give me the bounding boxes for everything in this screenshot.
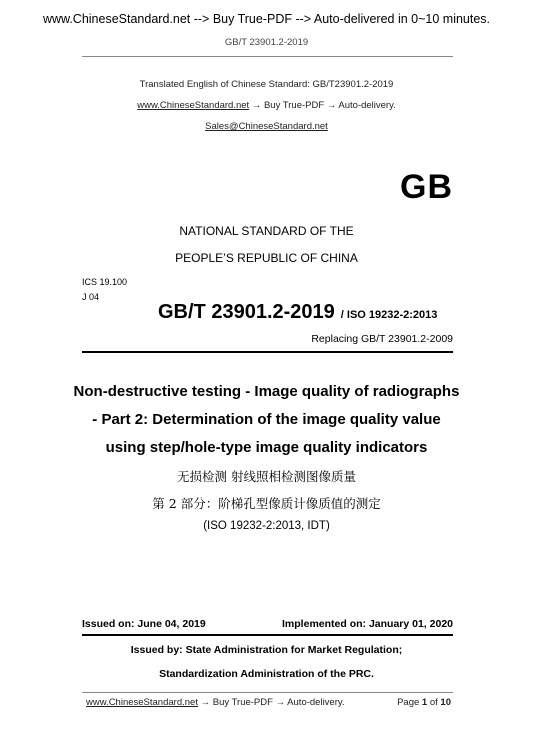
top-banner: www.ChineseStandard.net --> Buy True-PDF --> Auto-delivered in 0~10 minutes. [42, 12, 491, 26]
replacing-note: Replacing GB/T 23901.2-2009 [311, 333, 453, 345]
title-divider [82, 351, 453, 353]
national-line-1: NATIONAL STANDARD OF THE [179, 224, 354, 238]
header-doc-code: GB/T 23901.2-2019 [224, 37, 309, 48]
email-link[interactable]: Sales@ChineseStandard.net [205, 121, 328, 132]
national-line-2: PEOPLE’S REPUBLIC OF CHINA [175, 251, 358, 265]
title-line-3: using step/hole-type image quality indicators [105, 439, 428, 456]
page-indicator [397, 697, 451, 708]
issued-by-line-2: Standardization Administration of the PRC. [159, 668, 374, 680]
site-link-suffix: → Buy True-PDF → Auto-delivery. [249, 100, 396, 111]
issued-on: Issued on: June 04, 2019 [82, 618, 206, 630]
page-label: Page [397, 697, 420, 708]
iso-idt-note: (ISO 19232-2:2013, IDT) [203, 520, 330, 532]
footer-link-suffix: → Buy True-PDF → Auto-delivery. [197, 697, 345, 708]
email-line [0, 121, 533, 132]
header-divider [82, 56, 453, 57]
dates-divider [82, 634, 453, 636]
chinese-title-1: 无损检测 射线照相检测图像质量 [177, 469, 356, 484]
page-number: 1 [421, 697, 428, 708]
footer-link-line [86, 697, 345, 708]
standard-number-text: GB/T 23901.2-2019 [158, 301, 335, 323]
chinese-title-2: 第 2 部分：阶梯孔型像质计像质值的测定 [152, 496, 381, 511]
standard-number [158, 301, 437, 324]
ccs-code: J 04 [82, 292, 100, 302]
implemented-on: Implemented on: January 01, 2020 [282, 618, 453, 630]
site-link[interactable]: www.ChineseStandard.net [137, 100, 250, 111]
iso-reference: / ISO 19232-2:2013 [340, 309, 438, 321]
title-line-2: - Part 2: Determination of the image quality value [92, 411, 441, 428]
translated-line: Translated English of Chinese Standard: GB/T23901.2-2019 [139, 79, 394, 90]
issued-by-line-1: Issued by: State Administration for Market Regulation; [130, 644, 403, 656]
site-link-line [0, 100, 533, 111]
ics-code: ICS 19.100 [82, 277, 128, 287]
footer-divider [82, 692, 453, 693]
page-total: 10 [440, 697, 451, 708]
of-label: of [429, 697, 438, 708]
title-line-1: Non-destructive testing - Image quality of radiographs [73, 383, 460, 400]
gb-logo: GB [400, 168, 453, 206]
footer-site-link[interactable]: www.ChineseStandard.net [86, 697, 198, 708]
